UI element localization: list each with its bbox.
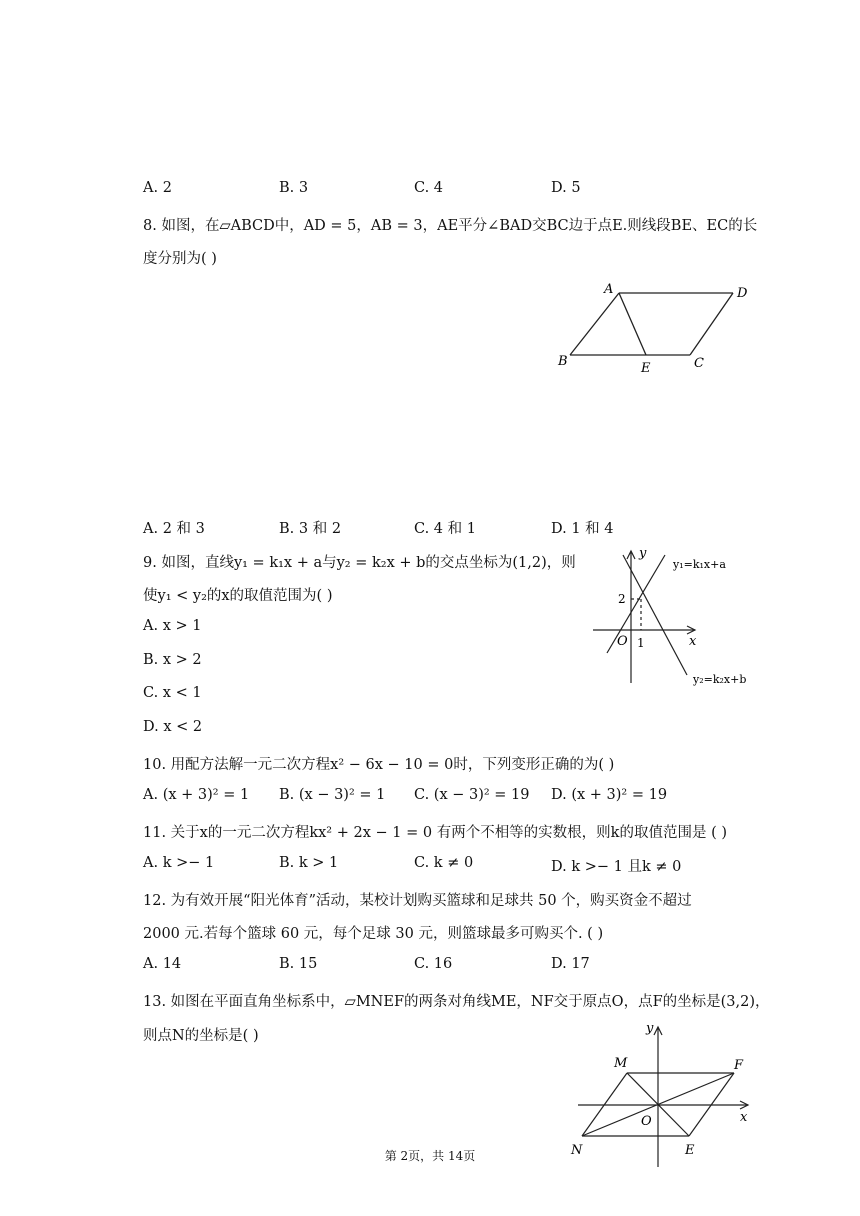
q12-option-b: B. 15 xyxy=(279,956,318,972)
label-e: E xyxy=(641,361,651,376)
q8-stem-line2: 度分别为( ) xyxy=(143,251,217,267)
label-f: F xyxy=(734,1058,744,1073)
q13-stem-line2: 则点N的坐标是( ) xyxy=(143,1028,259,1044)
label-a: A xyxy=(604,282,614,297)
label-m: M xyxy=(614,1056,628,1071)
line1-label: y₁=k₁x+a xyxy=(673,558,726,571)
q8-parallelogram-figure xyxy=(550,278,760,378)
q10-option-a: A. (x + 3)² = 1 xyxy=(143,787,250,803)
label-c: C xyxy=(694,356,704,371)
q12-stem-line2: 2000 元.若每个篮球 60 元，每个足球 30 元，则篮球最多可购买个. ( ) xyxy=(143,926,604,942)
q9-stem-line2: 使y₁ < y₂的x的取值范围为( ) xyxy=(143,588,333,604)
y-axis-label: y xyxy=(639,546,647,561)
q8-option-c: C. 4 和 1 xyxy=(414,521,476,537)
label-n: N xyxy=(571,1143,583,1158)
label-e: E xyxy=(685,1143,695,1158)
origin-label: O xyxy=(617,634,628,649)
q10-option-d: D. (x + 3)² = 19 xyxy=(551,787,668,803)
q12-stem-line1: 12. 为有效开展“阳光体育”活动，某校计划购买篮球和足球共 50 个，购买资金不超过 xyxy=(143,893,692,909)
q8-option-a: A. 2 和 3 xyxy=(143,521,205,537)
q12-option-d: D. 17 xyxy=(551,956,590,972)
q12-option-c: C. 16 xyxy=(414,956,453,972)
x-axis-label: x xyxy=(740,1110,748,1125)
q9-option-d: D. x < 2 xyxy=(143,719,203,735)
q11-option-c: C. k ≠ 0 xyxy=(414,855,474,871)
q7-option-a: A. 2 xyxy=(143,180,172,196)
q11-stem: 11. 关于x的一元二次方程kx² + 2x − 1 = 0 有两个不相等的实数根，则k的取值范围是 ( ) xyxy=(143,825,728,841)
q9-option-a: A. x > 1 xyxy=(143,618,202,634)
q10-option-c: C. (x − 3)² = 19 xyxy=(414,787,530,803)
q9-stem-line1: 9. 如图，直线y₁ = k₁x + a与y₂ = k₂x + b的交点坐标为(1,2)，则 xyxy=(143,555,576,571)
tick-y-2: 2 xyxy=(618,592,626,606)
page-footer: 第 2页，共 14页 xyxy=(384,1149,476,1163)
x-axis-label: x xyxy=(689,634,697,649)
q9-option-c: C. x < 1 xyxy=(143,685,202,701)
q8-stem-line1: 8. 如图，在▱ABCD中，AD = 5，AB = 3，AE平分∠BAD交BC边于点E.则线段BE、EC的长 xyxy=(143,218,758,234)
q11-option-d: D. k >− 1 且k ≠ 0 xyxy=(551,859,682,875)
q9-line-graph-figure xyxy=(585,543,760,693)
label-o: O xyxy=(641,1114,652,1129)
q7-option-b: B. 3 xyxy=(279,180,309,196)
y-axis-label: y xyxy=(646,1021,654,1036)
line2-label: y₂=k₂x+b xyxy=(693,673,747,686)
q7-option-d: D. 5 xyxy=(551,180,581,196)
q11-option-a: A. k >− 1 xyxy=(143,855,215,871)
q11-option-b: B. k > 1 xyxy=(279,855,339,871)
q10-stem: 10. 用配方法解一元二次方程x² − 6x − 10 = 0时，下列变形正确的为( ) xyxy=(143,757,615,773)
q8-option-b: B. 3 和 2 xyxy=(279,521,342,537)
q7-option-c: C. 4 xyxy=(414,180,444,196)
label-d: D xyxy=(737,286,748,301)
q10-option-b: B. (x − 3)² = 1 xyxy=(279,787,386,803)
q8-option-d: D. 1 和 4 xyxy=(551,521,614,537)
q12-option-a: A. 14 xyxy=(143,956,182,972)
label-b: B xyxy=(558,354,568,369)
q9-option-b: B. x > 2 xyxy=(143,652,202,668)
q13-stem-line1: 13. 如图在平面直角坐标系中，▱MNEF的两条对角线ME，NF交于原点O，点F的坐标是(3,2)， xyxy=(143,994,770,1010)
tick-x-1: 1 xyxy=(637,636,645,650)
